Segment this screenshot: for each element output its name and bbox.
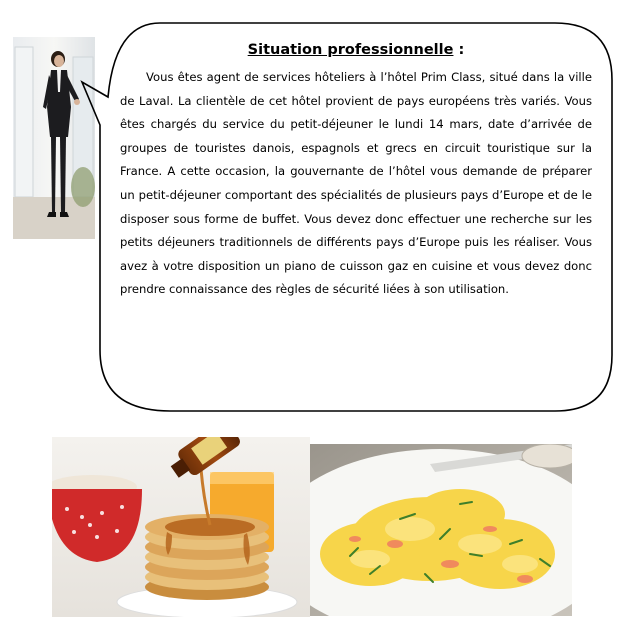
situation-text-block (120, 42, 592, 302)
situation-title (120, 42, 592, 58)
woman-in-hotel-photo-icon (13, 37, 95, 239)
situation-title-suffix: : (453, 42, 465, 58)
situation-paragraph: Vous êtes agent de services hôteliers à l’hôtel Prim Class, situé dans la ville de Laval. La clientèle de cet hôtel provient de pays européens très variés. Vous êtes chargés du service du petit-déjeuner le lundi 14 mars, date d’arrivée de groupes de touristes danois, espagnols et grecs en circuit touristique sur la France. A cette occasion, la gouvernante de l’hôtel vous demande de préparer un petit-déjeuner comportant des spécialités de plusieurs pays d’Europe et de le disposer sous forme de buffet. Vous devez donc effectuer une recherche sur les petits déjeuners traditionnels de différents pays d’Europe puis les réaliser. Vous avez à votre disposition un piano de cuisson gaz en cuisine et vous devez donc prendre connaissance des règles de sécurité liées à son utilisation. (120, 70, 592, 297)
situation-title-text: Situation professionnelle (247, 42, 454, 58)
scrambled-eggs-photo (310, 444, 572, 616)
pancakes-photo (52, 437, 310, 617)
pancakes-with-syrup-photo-icon (52, 437, 310, 617)
scrambled-eggs-plate-photo-icon (310, 444, 572, 616)
hotel-agent-photo (13, 37, 95, 239)
